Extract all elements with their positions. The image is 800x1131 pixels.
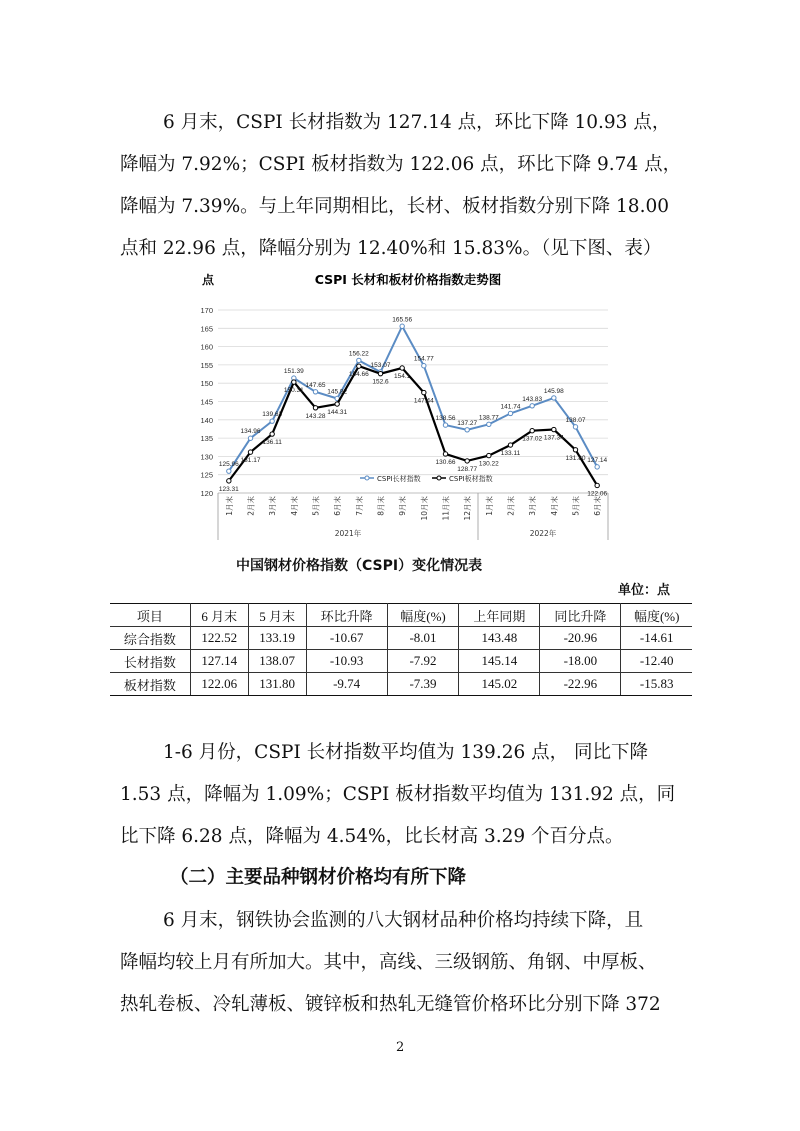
table-header: 幅度(%) — [621, 604, 692, 627]
x-tick-label: 11月末 — [441, 496, 451, 521]
data-point — [443, 452, 447, 456]
cspi-trend-chart — [180, 268, 620, 548]
data-label: 133.11 — [500, 450, 521, 458]
paragraph-1-line: 点和 22.96 点，降幅分别为 12.40%和 15.83%。（见下图、表） — [120, 238, 662, 259]
data-label: 137.27 — [457, 419, 478, 427]
data-point — [313, 390, 317, 394]
data-label: 150.31 — [283, 387, 304, 395]
cspi-table — [110, 603, 692, 696]
table-cell: 145.02 — [459, 673, 540, 696]
x-tick-label: 6月末 — [333, 496, 343, 516]
data-label: 138.77 — [478, 414, 499, 422]
legend-entry: CSPI板材指数 — [449, 475, 493, 483]
table-cell: -7.39 — [387, 673, 459, 696]
table-cell: -10.93 — [306, 650, 387, 673]
data-point — [227, 469, 231, 473]
table-cell: 143.48 — [459, 627, 540, 650]
table-cell: -10.67 — [306, 627, 387, 650]
x-tick-label: 4月末 — [549, 496, 559, 516]
table-cell: 138.07 — [248, 650, 306, 673]
data-point — [292, 380, 296, 384]
y-tick-label: 135 — [200, 434, 213, 444]
data-label: 138.56 — [435, 415, 456, 423]
data-label: 145.82 — [327, 388, 348, 396]
data-label: 154.66 — [348, 371, 369, 379]
table-cell: -9.74 — [306, 673, 387, 696]
table-cell: 133.19 — [248, 627, 306, 650]
table-cell: 131.80 — [248, 673, 306, 696]
paragraph-1-line: 6 月末，CSPI 长材指数为 127.14 点，环比下降 10.93 点， — [163, 112, 671, 133]
table-cell: -14.61 — [621, 627, 692, 650]
data-label: 143.28 — [305, 412, 326, 420]
y-tick-label: 130 — [200, 452, 213, 462]
table-cell: -22.96 — [540, 673, 621, 696]
data-label: 131.17 — [240, 457, 261, 465]
x-tick-label: 12月末 — [463, 496, 473, 521]
data-label: 137.34 — [543, 434, 564, 442]
x-tick-label: 5月末 — [571, 496, 581, 516]
paragraph-3-line: 降幅均较上月有所加大。其中，高线、三级钢筋、角钢、中厚板、 — [120, 952, 657, 973]
data-point — [400, 324, 404, 328]
data-label: 152.6 — [372, 378, 389, 386]
chart-title: CSPI 长材和板材价格指数走势图 — [314, 272, 502, 287]
table-cell: 长材指数 — [110, 650, 190, 673]
x-group-label: 2022年 — [529, 529, 557, 538]
data-point — [270, 432, 274, 436]
table-cell: -7.92 — [387, 650, 459, 673]
data-label: 130.66 — [435, 458, 456, 466]
paragraph-3-line: 热轧卷板、冷轧薄板、镀锌板和热轧无缝管价格环比分别下降 372 — [120, 994, 661, 1015]
table-row — [110, 650, 692, 673]
table-header: 6 月末 — [190, 604, 248, 627]
data-point — [335, 402, 339, 406]
data-point — [595, 483, 599, 487]
data-point — [248, 450, 252, 454]
y-tick-label: 125 — [200, 470, 213, 480]
data-point — [487, 422, 491, 426]
table-header: 幅度(%) — [387, 604, 459, 627]
data-label: 154.77 — [413, 355, 434, 363]
table-cell: -15.83 — [621, 673, 692, 696]
x-tick-label: 6月末 — [593, 496, 603, 516]
x-group-label: 2021年 — [334, 529, 362, 538]
paragraph-2-line: 1-6 月份，CSPI 长材指数平均值为 139.26 点， 同比下降 — [163, 742, 649, 763]
data-point — [465, 459, 469, 463]
x-tick-label: 4月末 — [289, 496, 299, 516]
y-tick-label: 170 — [200, 306, 213, 315]
data-label: 154.1 — [394, 373, 411, 381]
data-point — [487, 453, 491, 457]
table-cell: 122.06 — [190, 673, 248, 696]
paragraph-2-line: 比下降 6.28 点，降幅为 4.54%，比长材高 3.29 个百分点。 — [120, 826, 624, 847]
data-point — [443, 423, 447, 427]
data-label: 134.96 — [240, 428, 261, 436]
data-label: 123.31 — [218, 485, 239, 493]
data-label: 143.83 — [522, 395, 543, 403]
table-row — [110, 673, 692, 696]
table-cell: 板材指数 — [110, 673, 190, 696]
table-header-row — [110, 604, 692, 627]
data-point — [573, 448, 577, 452]
table-unit: 单位：点 — [618, 583, 671, 598]
y-tick-label: 160 — [200, 342, 213, 352]
data-point — [313, 406, 317, 410]
paragraph-3-line: 6 月末，钢铁协会监测的八大钢材品种价格均持续下降，且 — [163, 910, 644, 931]
legend-marker — [365, 476, 369, 480]
data-label: 147.44 — [413, 397, 434, 405]
data-point — [552, 396, 556, 400]
data-label: 137.02 — [522, 435, 543, 443]
data-point — [400, 366, 404, 370]
y-tick-label: 165 — [200, 324, 213, 334]
data-label: 141.74 — [500, 403, 521, 411]
data-label: 144.31 — [327, 409, 348, 417]
data-label: 145.98 — [543, 387, 564, 395]
x-tick-label: 3月末 — [268, 496, 278, 516]
table-cell: -20.96 — [540, 627, 621, 650]
table-caption: 中国钢材价格指数（CSPI）变化情况表 — [236, 558, 483, 574]
data-label: 127.14 — [587, 456, 608, 464]
data-label: 165.56 — [392, 316, 413, 324]
x-tick-label: 1月末 — [484, 496, 494, 516]
data-point — [422, 364, 426, 368]
data-label: 156.22 — [348, 350, 369, 358]
y-tick-label: 140 — [200, 415, 213, 425]
data-point — [270, 419, 274, 423]
data-point — [422, 390, 426, 394]
table-cell: 综合指数 — [110, 627, 190, 650]
data-label: 138.07 — [565, 416, 586, 424]
paragraph-2-line: 1.53 点，降幅为 1.09%；CSPI 板材指数平均值为 131.92 点，同 — [120, 784, 676, 805]
table-header: 同比升降 — [540, 604, 621, 627]
y-tick-label: 150 — [200, 379, 213, 389]
table-cell: 145.14 — [459, 650, 540, 673]
chart-svg — [180, 268, 620, 548]
data-point — [530, 404, 534, 408]
x-tick-label: 9月末 — [398, 496, 408, 516]
y-tick-label: 145 — [200, 397, 213, 407]
legend-marker — [437, 476, 441, 480]
table-cell: -18.00 — [540, 650, 621, 673]
paragraph-1-line: 降幅为 7.39%。与上年同期相比，长材、板材指数分别下降 18.00 — [120, 196, 669, 217]
data-point — [227, 479, 231, 483]
x-tick-label: 2月末 — [506, 496, 516, 516]
data-label: 125.96 — [218, 461, 239, 469]
table-header: 5 月末 — [248, 604, 306, 627]
x-tick-label: 2月末 — [246, 496, 256, 516]
data-label: 122.06 — [587, 490, 608, 498]
table-header: 上年同期 — [459, 604, 540, 627]
data-label: 130.22 — [478, 460, 499, 468]
legend-entry: CSPI长材指数 — [377, 475, 421, 483]
data-point — [552, 427, 556, 431]
section-heading: （二）主要品种钢材价格均有所下降 — [170, 867, 467, 888]
y-tick-label: 120 — [200, 489, 213, 498]
data-point — [248, 436, 252, 440]
data-label: 136.11 — [262, 439, 282, 447]
table-header: 项目 — [110, 604, 190, 627]
data-label: 151.39 — [283, 368, 304, 376]
x-tick-label: 1月末 — [224, 496, 234, 516]
data-label: 128.77 — [457, 465, 478, 473]
data-label: 147.65 — [305, 381, 326, 389]
x-tick-label: 7月末 — [354, 496, 364, 516]
table-header: 环比升降 — [306, 604, 387, 627]
table-row — [110, 627, 692, 650]
paragraph-1-line: 降幅为 7.92%；CSPI 板材指数为 122.06 点，环比下降 9.74 点， — [120, 154, 682, 175]
data-label: 153.07 — [370, 361, 391, 369]
table-cell: 127.14 — [190, 650, 248, 673]
x-tick-label: 5月末 — [311, 496, 321, 516]
table-cell: -8.01 — [387, 627, 459, 650]
data-point — [595, 465, 599, 469]
x-tick-label: 8月末 — [376, 496, 386, 516]
y-axis-label: 点 — [202, 273, 215, 287]
series-line — [229, 366, 597, 485]
x-tick-label: 3月末 — [528, 496, 538, 516]
data-point — [378, 371, 382, 375]
data-label: 139.63 — [262, 411, 283, 419]
data-point — [508, 411, 512, 415]
data-point — [357, 358, 361, 362]
table-cell: 122.52 — [190, 627, 248, 650]
page-number: 2 — [396, 1040, 405, 1055]
data-point — [508, 443, 512, 447]
y-tick-label: 155 — [200, 360, 213, 370]
data-point — [357, 364, 361, 368]
data-label: 131.80 — [565, 454, 586, 462]
data-point — [465, 428, 469, 432]
data-point — [530, 429, 534, 433]
table-cell: -12.40 — [621, 650, 692, 673]
data-point — [573, 425, 577, 429]
x-tick-label: 10月末 — [419, 496, 429, 521]
